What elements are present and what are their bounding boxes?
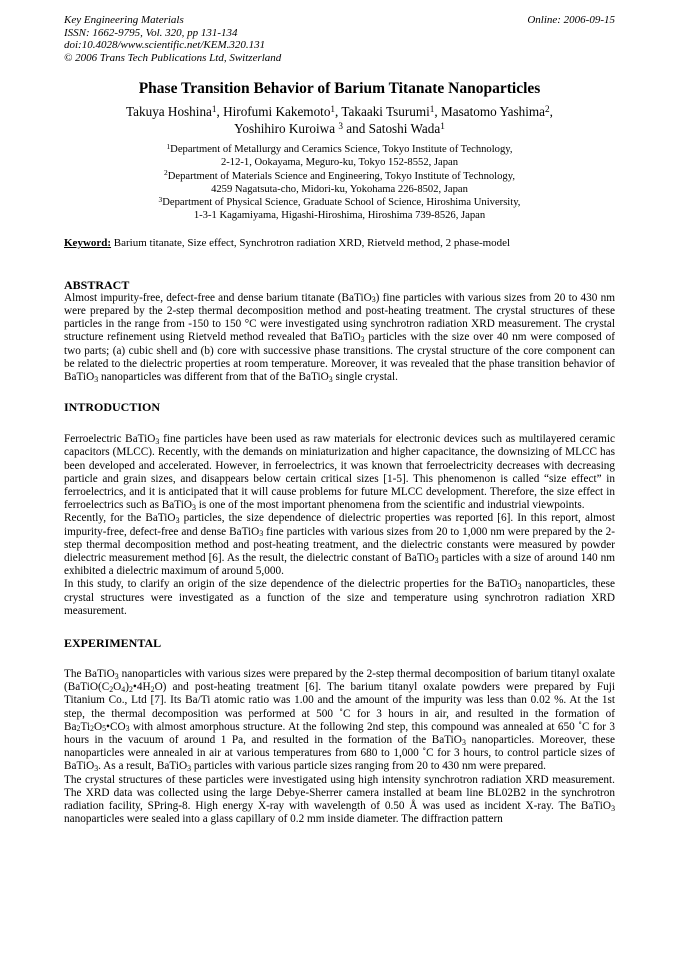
affiliation-marker: 3 [338, 120, 343, 131]
affiliations [64, 143, 615, 223]
copyright-line: © 2006 Trans Tech Publications Ltd, Switzerland [64, 51, 282, 64]
introduction-paragraph: Recently, for the BaTiO$_3$ particles, the size dependence of dielectric properties was reported [6]. In this report, almost impurity-free, defect-free and dense BaTiO$_3$ fine particles with various sizes from 20 to 1,000 nm were prepared by the 2-step thermal decomposition method and post-heating treatment, and the dielectric constants were measured by powder dielectric measurement method [6]. As the result, the dielectric constant of BaTiO$_3$ particles with a size of around 140 nm exhibited a dielectric maximum of around 5,000. [64, 512, 616, 578]
author-name: Hirofumi Kakemoto [223, 104, 331, 119]
author-name: Masatomo Yashima [441, 104, 546, 119]
doi-line: doi:10.4028/www.scientific.net/KEM.320.131 [64, 39, 266, 51]
affiliation-line: $^2$Department of Materials Science and Engineering, Tokyo Institute of Technology, [164, 168, 515, 182]
affiliation-marker: 1 [211, 103, 217, 114]
keywords-label: Keyword: [64, 236, 112, 249]
affiliation-line: $^1$Department of Metallurgy and Ceramics Science, Tokyo Institute of Technology, [166, 141, 513, 155]
introduction-paragraph: Ferroelectric BaTiO$_3$ fine particles have been used as raw materials for electronic devices such as multilayered ceramic capacitors (MLCC). Recently, with the demands on miniaturization and higher capacitance, the downsizing of MLCC has been developed and accelerated. However, in ferroelectrics, it was known that ferroelectricity decreases with decreasing particle and grain sizes, and disappears below certain critical sizes [1-5]. This phenomenon is called “size effect” in ferroelectrics, and it is anticipated that it will cause problems for future MLCC development. Therefore, the size effect in ferroelectrics such as BaTiO$_3$ is one of the most important phenomena from the scientific and industrial viewpoints. [64, 433, 615, 512]
journal-header [64, 14, 615, 64]
keywords [64, 236, 615, 250]
issn-line: ISSN: 1662-9795, Vol. 320, pp 131-134 [64, 26, 238, 39]
affiliation-line: 2-12-1, Ookayama, Meguro-ku, Tokyo 152-8552, Japan [220, 157, 459, 169]
keywords-text: Barium titanate, Size effect, Synchrotron radiation XRD, Rietveld method, 2 phase-model [111, 236, 511, 249]
experimental-paragraph: The crystal structures of these particles were investigated using high intensity synchrotron radiation XRD measurement. The XRD data was collected using the large Debye-Sherrer camera installed at beam line BL02B2 in the synchrotron radiation facility, SPring-8. High energy X-ray with wavelength of 0.50 Å was used as incident X-ray. The BaTiO$_3$ nanoparticles were sealed into a glass capillary of 0.2 mm inside diameter. The diffraction pattern [64, 773, 615, 826]
abstract-text: Almost impurity-free, defect-free and dense barium titanate (BaTiO$_3$) fine particles with various sizes from 20 to 430 nm were prepared by the 2-step thermal decomposition method and post-heating treatment. The crystal structures of these particles in the range from -150 to 150 °C were investigated using synchrotron radiation XRD measurement. The crystal structure refinement using Rietveld method revealed that BaTiO$_3$ particles with the size over 40 nm were composed of two parts; (a) cubic shell and (b) core with successive phase transitions. The crystal structure of the core component can be related to the dielectric properties at room temperature. Moreover, it was revealed that the phase transition behavior of BaTiO$_3$ nanoparticles was different from that of the BaTiO$_3$ single crystal. [64, 291, 615, 384]
introduction-paragraph: In this study, to clarify an origin of the size dependence of the dielectric properties for the BaTiO$_3$ nanoparticles, these crystal structures were investigated as a function of the size and temperature using synchrotron radiation XRD measurement. [64, 578, 615, 617]
author-name: Takaaki Tsurumi [341, 104, 430, 119]
abstract-heading: ABSTRACT [64, 277, 130, 292]
affiliation-line: $^3$Department of Physical Science, Graduate School of Science, Hiroshima University, [158, 194, 521, 209]
affiliation-line: 4259 Nagatsuta-cho, Midori-ku, Yokohama 226-8502, Japan [211, 183, 468, 195]
experimental-paragraph: The BaTiO$_3$ nanoparticles with various sizes were prepared by the 2-step thermal decomposition of barium titanyl oxalate $(BaTiO(C_2O_4)_2•4H_2O)$ and post-heating treatment [6]. The barium titanyl oxalate powders were prepared by Fuji Titanium Co., Ltd [7]. Its Ba/Ti atomic ratio was 1.00 and the amount of the impurity was less than 0.02 %. At the 1st step, the thermal decomposition was performed at 500 ˚C for 3 hours in air, and resulted in the formation of $Ba_2Ti_2O_5•CO_3$ with almost amorphous structure. At the following 2nd step, this compound was annealed at 650 ˚C for 3 hours in the vacuum of around 1 Pa, and resulted in the formation of the BaTiO$_3$ nanoparticles. Moreover, these nanoparticles were annealed in air at various temperatures from 680 to 1,000 ˚C for 3 hours, to control particle sizes of BaTiO$_3$. As a result, BaTiO$_3$ particles with various particle sizes ranging from 20 to 430 nm were prepared. [64, 668, 615, 774]
author-name: Yoshihiro Kuroiwa [234, 121, 336, 136]
introduction-heading: INTRODUCTION [64, 400, 161, 415]
affiliation-marker: 1 [330, 103, 336, 114]
affiliation-marker: 1 [440, 120, 445, 131]
affiliation-line: 1-3-1 Kagamiyama, Higashi-Hiroshima, Hiroshima 739-8526, Japan [193, 210, 486, 222]
author-name: Takuya Hoshina [126, 104, 212, 119]
journal-name: Key Engineering Materials [64, 14, 184, 26]
author-name: Satoshi Wada [368, 121, 441, 136]
paper-title: Phase Transition Behavior of Barium Titanate Nanoparticles [138, 80, 541, 97]
author-list: Takuya Hoshina$^1$, Hirofumi Kakemoto$^1$, Takaaki Tsurumi$^1$, Masatomo Yashima$^2$, Yoshihiro Kuroiwa $^3$ and Satoshi Wada$^1$ [126, 103, 553, 136]
experimental-heading: EXPERIMENTAL [64, 636, 162, 651]
online-date: Online: 2006-09-15 [527, 14, 615, 26]
affiliation-marker: 1 [429, 103, 435, 114]
affiliation-marker: 2 [545, 103, 550, 114]
paper-page [64, 14, 615, 826]
